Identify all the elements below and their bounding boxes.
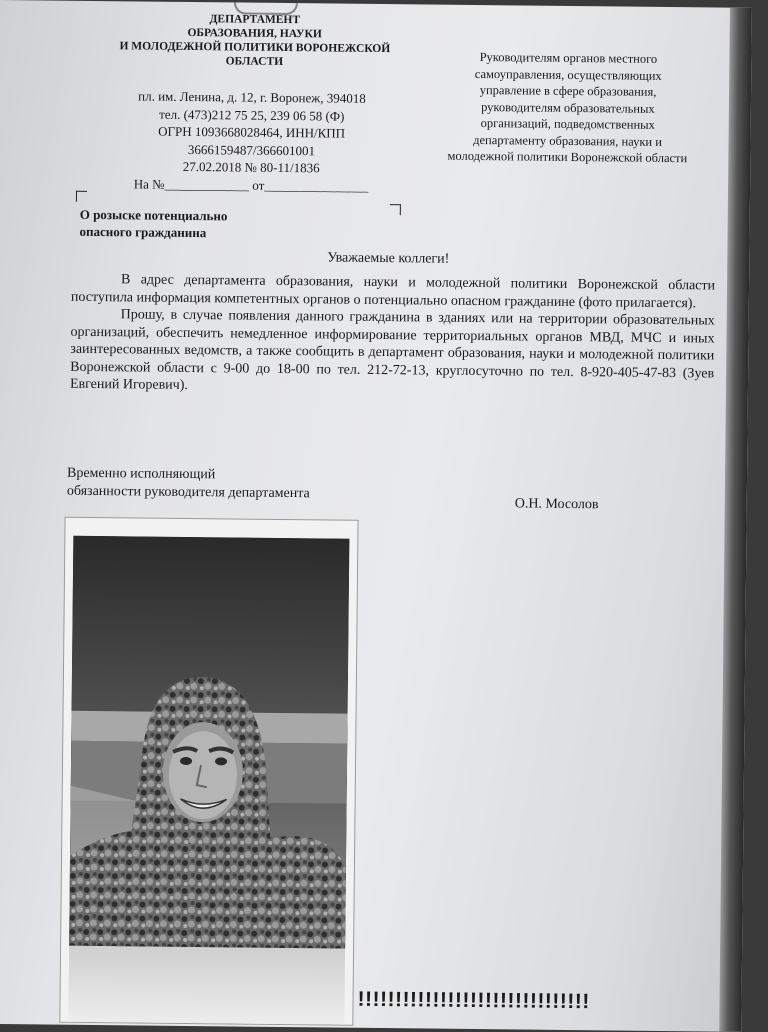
department-name: ДЕПАРТАМЕНТ ОБРАЗОВАНИЯ, НАУКИ И МОЛОДЕЖНОЙ ПОЛИТИКИ ВОРОНЕЖСКОЙ ОБЛАСТИ (119, 13, 391, 68)
subject-corner-right (390, 204, 401, 215)
recipients-block: Руководителям органов местного самоуправления, осуществляющих управление в сфере образования, руководителям образовательных организаций, подведомственных департаменту образования, науки и молодежной политики Воронежской области (447, 50, 688, 166)
letter-body (70, 271, 715, 400)
department-address-block: пл. им. Ленина, д. 12, г. Воронеж, 394018 тел. (473)212 75 25, 239 06 58 (Ф) ОГРН 1093668028464, ИНН/КПП 3666159487/366601001 27.02.2018 № 80-11/1836 На №_____________ от________________ (106, 87, 397, 195)
body-paragraph: В адрес департамента образования, науки и молодежной политики Воронежской области поступила информация компетентных органов о потенциально опасном гражданине (фото прилагается). (70, 272, 716, 311)
document-date-number: 27.02.2018 № 80-11/1836 (182, 158, 320, 176)
subject-corner-left (76, 191, 87, 202)
greeting: Уважаемые коллеги! (327, 250, 450, 267)
frame-edge (719, 8, 752, 1032)
handwritten-exclamation-marks: !!!!!!!!!!!!!!!!!!!!!!!!!!!!!!! (357, 987, 590, 1014)
person-photo (69, 536, 349, 949)
signatory-name: О.Н. Мосолов (514, 496, 599, 513)
signatory-title: Временно исполняющий обязанности руководителя департамента (66, 465, 310, 502)
body-paragraph: Прошу, в случае появления данного гражданина в зданиях или на территории образовательных организаций, обеспечить немедленное информирование территориальных органов МВД, МЧС и иных заинтересованных ведомств, а также сообщить в департамент образования, науки и молодежной политики Воронежской области с 9-00 до 18-00 по тел. 212-72-13, круглосуточно по тел. 8-920-405-47-83 (Зуев Евгений Игоревич). (69, 307, 715, 393)
letter-subject: О розыске потенциально опасного гражданина (79, 206, 228, 241)
attached-photo-printout (59, 517, 358, 1026)
reference-number-line: На №_____________ от________________ (133, 175, 369, 194)
photo-illustration (69, 536, 349, 949)
photo-border-bottom (68, 946, 345, 1025)
